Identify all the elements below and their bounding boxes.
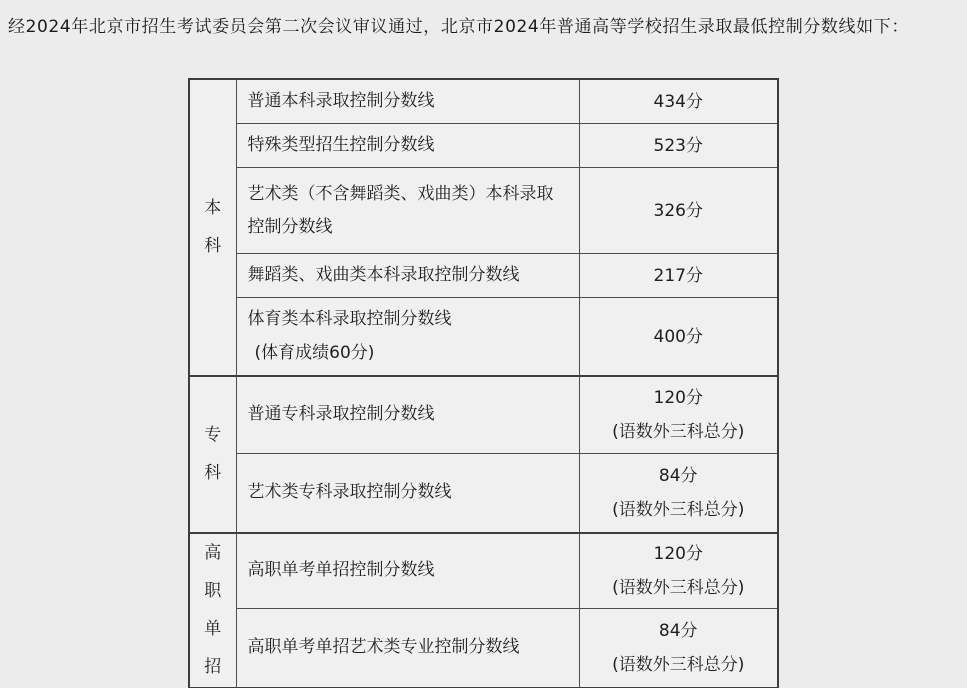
item-subnote: (体育成绩60分) [254,342,375,363]
item-cell [236,168,579,254]
score-note: (语数外三科总分) [612,654,745,675]
item-name: 普通专科录取控制分数线 [247,404,435,425]
score-cell [579,609,778,688]
table-row [189,124,778,168]
item-cell [236,376,579,454]
table-row [189,298,778,376]
item-name: 特殊类型招生控制分数线 [247,135,435,156]
group-label: 专科 [204,425,222,484]
item-name: 艺术类专科录取控制分数线 [247,482,452,503]
item-cell [236,79,579,124]
item-name: 艺术类（不含舞蹈类、戏曲类）本科录取控制分数线 [247,183,554,237]
item-cell [236,298,579,376]
table-row [189,79,778,124]
score-cell [579,533,778,609]
score-value: 120分 [653,387,703,408]
group-cell-benke [189,79,236,376]
score-note: (语数外三科总分) [612,499,745,520]
item-cell [236,609,579,688]
score-cell [579,168,778,254]
score-note: (语数外三科总分) [612,421,745,442]
score-value: 217分 [653,265,703,286]
item-name: 舞蹈类、戏曲类本科录取控制分数线 [247,265,520,286]
table-row [189,454,778,533]
item-cell [236,124,579,168]
table-row [189,609,778,688]
score-table [188,78,779,688]
score-value: 84分 [658,620,698,641]
table-row [189,376,778,454]
score-cell [579,79,778,124]
score-value: 326分 [653,200,703,221]
item-name: 高职单考单招控制分数线 [247,560,435,581]
score-cell [579,376,778,454]
intro-text: 经2024年北京市招生考试委员会第二次会议审议通过，北京市2024年普通高等学校招生录取最低控制分数线如下： [8,17,909,37]
item-cell [236,254,579,298]
group-label: 高职单招 [204,543,222,678]
score-cell [579,454,778,533]
score-value: 523分 [653,135,703,156]
table-row [189,533,778,609]
score-cell [579,298,778,376]
table-row [189,168,778,254]
score-value: 120分 [653,543,703,564]
item-name: 体育类本科录取控制分数线 [247,309,452,330]
item-name: 普通本科录取控制分数线 [247,91,435,111]
score-value: 400分 [653,326,703,347]
group-cell-gaozhidanzhao [189,533,236,688]
score-cell [579,124,778,168]
item-cell [236,533,579,609]
score-value: 434分 [653,91,703,112]
score-value: 84分 [658,465,698,486]
item-name: 高职单考单招艺术类专业控制分数线 [247,637,520,658]
table-row [189,254,778,298]
score-note: (语数外三科总分) [612,577,745,598]
item-cell [236,454,579,533]
score-cell [579,254,778,298]
group-label: 本科 [204,198,222,257]
group-cell-zhuanke [189,376,236,533]
